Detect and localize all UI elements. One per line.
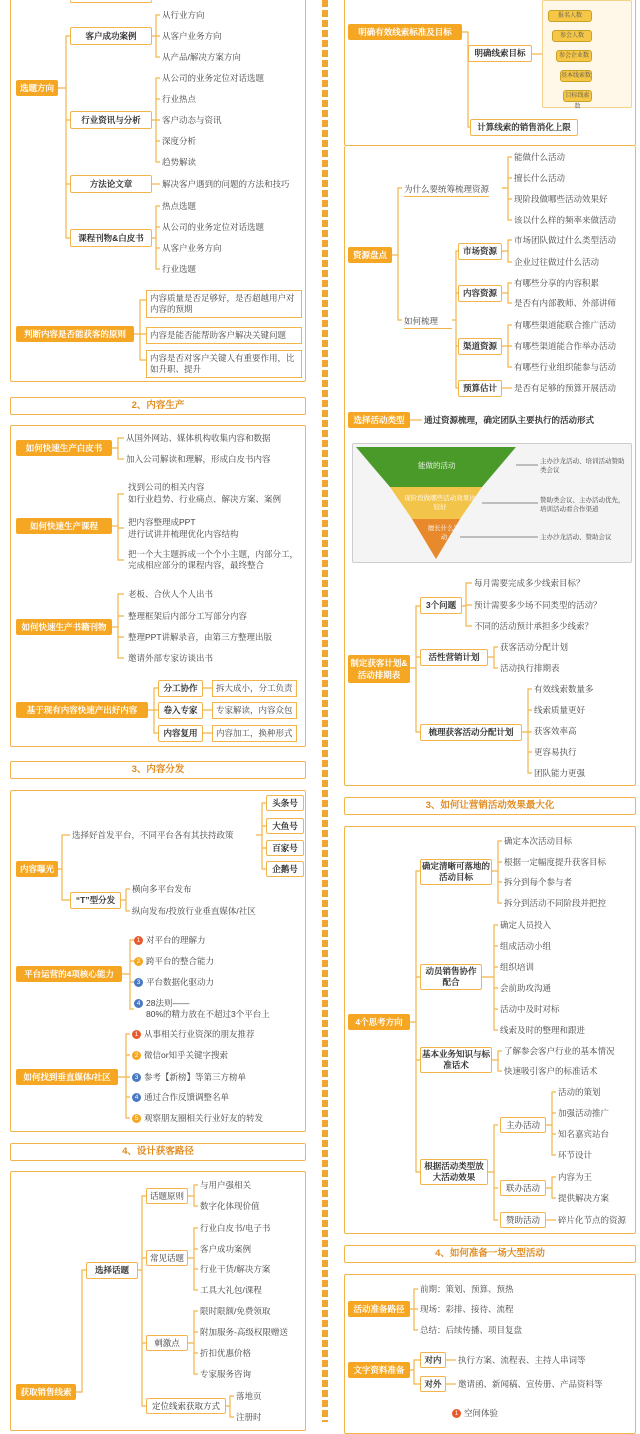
category-exposure: 内容曝光 [16, 861, 58, 877]
leaf-exist-3: 内容加工，换种形式 [212, 725, 297, 742]
sub-topic-principle: 话题原则 [146, 1188, 188, 1204]
leaf-staff-3: 组织培训 [500, 962, 535, 972]
num-2-icon: 2 [134, 957, 143, 966]
sub-news: 行业资讯与分析 [70, 111, 152, 129]
leaf-ability-3 [134, 977, 214, 988]
leaf-staff-1: 确定人员投入 [500, 920, 552, 930]
platform-baijia: 百家号 [266, 840, 304, 856]
find-text-1: 从事相关行业资深的朋友推荐 [144, 1029, 255, 1039]
leaf-course-b: 如行业趋势、行业痛点、解决方案、案例 [128, 494, 282, 504]
leaf-clear-3: 拆分到每个参与者 [504, 877, 573, 887]
platform-toutiao: 头条号 [266, 795, 304, 811]
leaf-p2-4: 工具大礼包/课程 [200, 1285, 262, 1295]
leaf-case-3: 从产品/解决方案方向 [162, 52, 241, 62]
leaf-sponsor-1: 碎片化节点的资源 [558, 1215, 627, 1225]
category-select-type: 选择活动类型 [348, 412, 410, 428]
find-text-4: 通过合作反馈调整名单 [144, 1092, 230, 1102]
leaf-staff-6: 线索及时的整理和跟进 [500, 1025, 586, 1035]
leaf-t-2: 纵向发布/投放行业垂直媒体/社区 [132, 906, 256, 916]
leaf-channel-3: 有哪些行业组织能参与活动 [514, 362, 617, 372]
leaf-external: 邀请函、新闻稿、宣传册、产品资料等 [458, 1379, 603, 1389]
sub-stimulus: 刺激点 [146, 1335, 188, 1351]
leaf-alloc-3: 获客效率高 [534, 726, 577, 736]
sub-sponsor: 赞助活动 [500, 1212, 546, 1228]
leaf-channel-1: 有哪些渠道能联合推广活动 [514, 320, 617, 330]
leaf-know-1: 了解参会客户行业的基本情况 [504, 1046, 615, 1056]
sub-allocation: 梳理获客活动分配计划 [420, 724, 522, 741]
leaf-flex-2: 活动执行排期表 [500, 663, 560, 673]
leaf-ability-2 [134, 956, 214, 967]
leaf-alloc-1: 有效线索数量多 [534, 684, 594, 694]
category-prep-path: 活动准备路径 [348, 1301, 410, 1317]
sub-t-distribution: “T”型分发 [70, 892, 121, 909]
leaf-clear-1: 确定本次活动目标 [504, 836, 573, 846]
leaf-staff-5: 活动中及时对标 [500, 1004, 560, 1014]
sub-knowledge: 基本业务知识与标准话术 [420, 1047, 492, 1073]
leaf-news-2: 行业热点 [162, 94, 197, 104]
leaf-book-4: 邀请外部专家访谈出书 [128, 653, 214, 663]
leaf-book-1: 老板、合伙人个人出书 [128, 589, 214, 599]
sub-how: 如何梳理 [404, 315, 452, 329]
leaf-course-a: 找到公司的相关内容 [128, 482, 205, 492]
leaf-p4-2: 注册时 [236, 1412, 262, 1422]
triangle-note-3: 主办沙龙活动、赞助会议 [540, 534, 612, 541]
triangle-note-2: 赞助类会议、主办活动优先，培训活动看合作渠道 [540, 497, 625, 513]
leaf-course-1: 热点选题 [162, 201, 197, 211]
section-header-2: 2、内容生产 [10, 397, 306, 415]
num-2-icon: 2 [132, 1051, 141, 1060]
category-find-media: 如何找到垂直媒体/社区 [16, 1069, 118, 1085]
leaf-channel-2: 有哪些渠道能合作举办活动 [514, 341, 617, 351]
funnel-level-2: 参会人数 [552, 30, 592, 42]
ability-text-4: 28法则—— [146, 998, 190, 1008]
section-header-3: 3、内容分发 [10, 761, 306, 779]
leaf-budget-1: 是否有足够的预算开展活动 [514, 383, 617, 393]
category-judge: 判断内容是否能获客的原则 [16, 326, 134, 342]
category-book: 如何快速生产书籍刊物 [16, 619, 112, 635]
leaf-co-1: 内容为王 [558, 1172, 593, 1182]
platform-dayu: 大鱼号 [266, 818, 304, 834]
sub-case [70, 0, 152, 3]
num-5-icon: 5 [132, 1114, 141, 1123]
find-text-2: 微信or知乎关键字搜索 [144, 1050, 229, 1060]
experience-text: 空间体验 [464, 1408, 499, 1418]
ability-text-1: 对平台的理解力 [146, 935, 206, 945]
leaf-p1-1: 与用户强相关 [200, 1180, 252, 1190]
leaf-alloc-5: 团队能力更强 [534, 768, 586, 778]
section-box-effect [344, 826, 636, 1234]
leaf-news-3: 客户动态与资讯 [162, 115, 222, 125]
sub-method: 方法论文章 [70, 175, 152, 193]
category-plan: 制定获客计划&活动排期表 [348, 655, 410, 683]
sub-why: 为什么要统筹梳理资源 [404, 183, 489, 197]
funnel-level-4: 基本线索数 [560, 70, 592, 82]
column-divider [322, 0, 328, 1422]
sub-choose-topic: 选择话题 [86, 1262, 138, 1279]
sub-channel: 渠道资源 [458, 338, 502, 355]
leaf-ability-5: 80%的精力放在不超过3个平台上 [146, 1009, 270, 1019]
funnel-level-5: 目标线索数 [563, 90, 592, 102]
sub-co-host: 联办活动 [500, 1180, 546, 1196]
sub-exist-2: 卷入专家 [158, 702, 203, 719]
leaf-why-4: 该以什么样的频率来做活动 [514, 215, 617, 225]
leaf-clear-2: 根据一定幅度提升获客目标 [504, 857, 607, 867]
leaf-judge-1: 内容质量是否足够好，是否超越用户对内容的预期 [146, 290, 302, 318]
sub-content-res: 内容资源 [458, 285, 502, 302]
funnel-level-3: 参会企业数 [556, 50, 592, 62]
sub-clear-goal: 确定清晰可落地的活动目标 [420, 859, 492, 885]
leaf-market-2: 企业过往做过什么活动 [514, 257, 600, 267]
leaf-q-2: 预计需要多少场不同类型的活动？ [474, 600, 602, 610]
num-4-icon: 4 [134, 999, 143, 1008]
leaf-p3-2: 附加服务-高级权限赠送 [200, 1327, 288, 1337]
leaf-p1-2: 数字化体现价值 [200, 1201, 260, 1211]
num-4-icon: 4 [132, 1093, 141, 1102]
leaf-course-d: 进行试讲并梳理优化内容结构 [128, 529, 239, 539]
leaf-p2-1: 行业白皮书/电子书 [200, 1223, 271, 1233]
sub-three-questions: 3个问题 [420, 597, 462, 614]
leaf-white-2: 加入公司解读和理解，形成白皮书内容 [126, 454, 271, 464]
category-topic: 选题方向 [16, 80, 58, 96]
find-text-5: 观察朋友圈相关行业好友的转发 [144, 1113, 264, 1123]
ability-text-2: 跨平台的整合能力 [146, 956, 215, 966]
triangle-label-3: 擅长什么活动 [427, 525, 461, 541]
sub-exist-3: 内容复用 [158, 725, 203, 742]
sub-case-study: 客户成功案例 [70, 27, 152, 45]
section-header-r3: 3、如何让营销活动效果最大化 [344, 797, 636, 815]
leaf-case-2: 从客户业务方向 [162, 31, 222, 41]
leaf-p3-4: 专家服务咨询 [200, 1369, 252, 1379]
leaf-co-2: 提供解决方案 [558, 1193, 610, 1203]
leaf-host-4: 环节设计 [558, 1150, 593, 1160]
category-resources: 资源盘点 [348, 247, 392, 263]
leaf-judge-2: 内容是能否能帮助客户解决关键问题 [146, 327, 302, 344]
leaf-exist-2: 专家解读，内容众包 [212, 702, 297, 719]
leaf-know-2: 快速吸引客户的标准话术 [504, 1066, 598, 1076]
leaf-p2-2: 客户成功案例 [200, 1244, 252, 1254]
leaf-q-1: 每月需要完成多少线索目标？ [474, 578, 585, 588]
leaf-course-e: 把一个大主题拆成一个个小主题，内部分工，完成相应部分的课程内容，最终整合 [128, 549, 299, 570]
leaf-q-3: 不同的活动预计承担多少线索？ [474, 621, 594, 631]
select-description: 通过资源梳理，确定团队主要执行的活动形式 [424, 415, 595, 425]
sub-budget: 预算估计 [458, 380, 502, 397]
sub-flex-plan: 活性营销计划 [420, 649, 488, 666]
leaf-alloc-4: 更容易执行 [534, 747, 577, 757]
funnel-level-1: 报名人数 [548, 10, 592, 22]
leaf-news-1: 从公司的业务定位对话选题 [162, 73, 265, 83]
leaf-host-3: 知名嘉宾站台 [558, 1129, 610, 1139]
leaf-news-4: 深度分析 [162, 136, 197, 146]
category-whitepaper: 如何快速生产白皮书 [16, 440, 112, 456]
leaf-case-1: 从行业方向 [162, 10, 205, 20]
leaf-find-3 [132, 1072, 246, 1083]
leaf-ability-4 [134, 998, 189, 1009]
leaf-course-4: 行业选题 [162, 264, 197, 274]
leaf-host-1: 活动的策划 [558, 1087, 601, 1097]
leaf-news-5: 趋势解读 [162, 157, 197, 167]
leaf-alloc-2: 线索质量更好 [534, 705, 586, 715]
section-header-4: 4、设计获客路径 [10, 1143, 306, 1161]
find-text-3: 参考【新榜】等第三方榜单 [144, 1072, 247, 1082]
leaf-experience [452, 1408, 498, 1419]
category-existing: 基于现有内容快速产出好内容 [16, 702, 148, 718]
sub-common-topic: 常见话题 [146, 1250, 188, 1266]
leaf-find-5 [132, 1113, 263, 1124]
num-3-icon: 3 [132, 1073, 141, 1082]
leaf-prep-1: 前期：策划、预算、预热 [420, 1284, 514, 1294]
leaf-staff-4: 会前助攻沟通 [500, 983, 552, 993]
leaf-prep-2: 现场：彩排、接待、流程 [420, 1304, 514, 1314]
sub-type-effect: 根据活动类型放大活动效果 [420, 1159, 488, 1185]
leaf-content-1: 有哪些分享的内容积累 [514, 278, 600, 288]
leaf-staff-2: 组成活动小组 [500, 941, 552, 951]
platform-penguin: 企鹅号 [266, 861, 304, 877]
num-1-icon: 1 [134, 936, 143, 945]
sub-lead-calc: 计算线索的销售消化上限 [470, 119, 578, 136]
leaf-why-3: 现阶段做哪些活动效果好 [514, 194, 608, 204]
category-course: 如何快速生产课程 [16, 518, 112, 534]
leaf-t-1: 横向多平台发布 [132, 884, 192, 894]
leaf-judge-3: 内容是否对客户关键人有重要作用，比如升职、提升 [146, 350, 302, 378]
triangle-label-1: 能做的活动 [418, 461, 456, 470]
leaf-course-c: 把内容整理成PPT [128, 517, 196, 527]
category-ability: 平台运营的4项核心能力 [16, 966, 122, 982]
category-four-directions: 4个思考方向 [348, 1014, 410, 1030]
section-header-r4: 4、如何准备一场大型活动 [344, 1245, 636, 1263]
leaf-method-1: 解决客户遇到的问题的方法和技巧 [162, 179, 290, 189]
leaf-p3-3: 折扣优惠价格 [200, 1348, 252, 1358]
sub-internal: 对内 [420, 1352, 446, 1368]
leaf-why-2: 擅长什么活动 [514, 173, 566, 183]
leaf-exist-1: 拆大成小，分工负责 [212, 680, 297, 697]
num-1-icon: 1 [452, 1409, 461, 1418]
leaf-find-2 [132, 1050, 228, 1061]
leaf-market-1: 市场团队做过什么类型活动 [514, 235, 617, 245]
leaf-ability-1 [134, 935, 206, 946]
leaf-flex-1: 获客活动分配计划 [500, 642, 569, 652]
category-goal: 明确有效线索标准及目标 [348, 24, 462, 40]
triangle-note-1: 主办沙龙活动、培训活动赞助类会议 [540, 458, 625, 474]
sub-lead-goal: 明确线索目标 [468, 45, 532, 62]
triangle-label-2: 现阶段做哪些活动效果比较好 [404, 495, 476, 511]
leaf-clear-4: 拆分到活动不同阶段并把控 [504, 898, 607, 908]
ability-text-3: 平台数据化驱动力 [146, 977, 215, 987]
sub-course: 课程刊物&白皮书 [70, 229, 152, 247]
leaf-white-1: 从国外网站、媒体机构收集内容和数据 [126, 433, 271, 443]
leaf-course-3: 从客户业务方向 [162, 243, 222, 253]
leaf-p4-1: 落地页 [236, 1391, 262, 1401]
num-1-icon: 1 [132, 1030, 141, 1039]
section-box-topic [10, 0, 306, 382]
section-box-production [10, 425, 306, 747]
leaf-p3-1: 限时限额/免费领取 [200, 1306, 271, 1316]
leaf-find-4 [132, 1092, 229, 1103]
leaf-find-1 [132, 1029, 255, 1040]
sub-staff: 动员销售协作配合 [420, 964, 482, 990]
leaf-internal: 执行方案、流程表、主持人串词等 [458, 1355, 586, 1365]
leaf-course-2: 从公司的业务定位对话选题 [162, 222, 265, 232]
sub-lead-method: 定位线索获取方式 [146, 1398, 226, 1414]
sub-external: 对外 [420, 1376, 446, 1392]
leaf-p2-3: 行业干货/解决方案 [200, 1264, 271, 1274]
sub-host: 主办活动 [500, 1117, 546, 1133]
leaf-host-2: 加强活动推广 [558, 1108, 610, 1118]
category-lead: 获取销售线索 [16, 1384, 76, 1400]
sub-market: 市场资源 [458, 243, 502, 260]
leaf-prep-3: 总结：后续传播、项目复盘 [420, 1325, 523, 1335]
category-doc-prep: 文字资料准备 [348, 1362, 410, 1378]
sub-exist-1: 分工协作 [158, 680, 203, 697]
leaf-book-3: 整理PPT讲解录音，由第三方整理出版 [128, 632, 273, 642]
leaf-book-2: 整理框架后内部分工写部分内容 [128, 611, 248, 621]
leaf-content-2: 是否有内部教师、外部讲师 [514, 298, 617, 308]
leaf-why-1: 能做什么活动 [514, 152, 566, 162]
num-3-icon: 3 [134, 978, 143, 987]
leaf-expose-1: 选择好首发平台，不同平台各有其扶持政策 [72, 830, 234, 840]
